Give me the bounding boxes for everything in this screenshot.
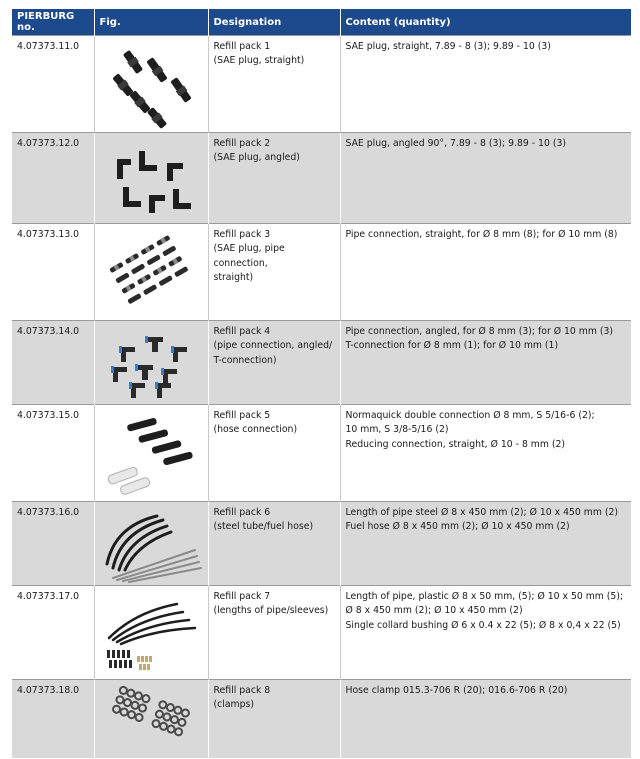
table-row xyxy=(12,133,631,224)
designation-line: (steel tube/fuel hose) xyxy=(213,521,314,533)
table-row xyxy=(12,36,631,133)
figure-cell xyxy=(94,405,208,502)
designation-line: (SAE plug, angled) xyxy=(213,152,300,164)
designation-line: Refill pack 1 xyxy=(213,41,271,52)
header-content: Content (quantity) xyxy=(340,9,631,36)
content-line: T-connection for Ø 8 mm (1); for Ø 10 mm (1) xyxy=(345,340,559,352)
part-no-cell: 4.07373.12.0 xyxy=(12,133,94,224)
designation-cell xyxy=(208,502,340,586)
figure-cell xyxy=(94,321,208,405)
designation-line: (lengths of pipe/sleeves) xyxy=(213,605,329,617)
designation-cell xyxy=(208,224,340,321)
designation-cell xyxy=(208,680,340,758)
table-row xyxy=(12,321,631,405)
content-cell xyxy=(340,321,631,405)
header-fig: Fig. xyxy=(94,9,208,36)
refill-pack-table xyxy=(12,9,631,758)
designation-line: (clamps) xyxy=(213,699,254,711)
straight-sae-plugs-image xyxy=(95,40,209,130)
part-no-cell: 4.07373.15.0 xyxy=(12,405,94,502)
content-line: Hose clamp 015.3-706 R (20); 016.6-706 R (20) xyxy=(345,685,568,696)
pipes-sleeves-image xyxy=(95,590,209,678)
table-header-row xyxy=(12,9,631,36)
designation-line: (SAE plug, straight) xyxy=(213,55,305,67)
designation-cell xyxy=(208,321,340,405)
straight-pipe-connectors-image xyxy=(95,228,209,318)
header-part-no: PIERBURG no. xyxy=(12,9,94,36)
part-no-cell: 4.07373.18.0 xyxy=(12,680,94,758)
designation-line: Refill pack 3 xyxy=(213,229,271,240)
figure-cell xyxy=(94,133,208,224)
content-cell xyxy=(340,224,631,321)
angled-t-connectors-image xyxy=(95,325,209,403)
figure-cell xyxy=(94,502,208,586)
table-row xyxy=(12,224,631,321)
designation-cell xyxy=(208,586,340,680)
designation-line: straight) xyxy=(213,272,254,284)
designation-cell xyxy=(208,133,340,224)
content-line: Length of pipe steel Ø 8 x 450 mm (2); Ø 10 x 450 mm (2) xyxy=(345,507,619,518)
table-row xyxy=(12,405,631,502)
designation-line: (hose connection) xyxy=(213,424,298,436)
figure-cell xyxy=(94,586,208,680)
designation-line: (SAE plug, pipe connection, xyxy=(213,243,285,269)
designation-line: Refill pack 7 xyxy=(213,591,271,602)
content-line: Normaquick double connection Ø 8 mm, S 5/16-6 (2); xyxy=(345,410,595,421)
designation-cell xyxy=(208,405,340,502)
content-line: Length of pipe, plastic Ø 8 x 50 mm, (5); Ø 10 x 50 mm (5); xyxy=(345,591,624,602)
content-cell xyxy=(340,586,631,680)
designation-cell xyxy=(208,36,340,133)
content-cell xyxy=(340,680,631,758)
content-line: Fuel hose Ø 8 x 450 mm (2); Ø 10 x 450 mm (2) xyxy=(345,521,570,533)
content-line: Single collard bushing Ø 6 x 0.4 x 22 (5); Ø 8 x 0,4 x 22 (5) xyxy=(345,619,621,631)
part-no-cell: 4.07373.17.0 xyxy=(12,586,94,680)
hose-connectors-image xyxy=(95,409,209,499)
content-line: Reducing connection, straight, Ø 10 - 8 mm (2) xyxy=(345,438,566,450)
content-cell xyxy=(340,405,631,502)
table-row xyxy=(12,502,631,586)
content-line: Pipe connection, angled, for Ø 8 mm (3); for Ø 10 mm (3) xyxy=(345,326,614,337)
figure-cell xyxy=(94,680,208,758)
designation-line: Refill pack 6 xyxy=(213,507,271,518)
content-line: Pipe connection, straight, for Ø 8 mm (8); for Ø 10 mm (8) xyxy=(345,229,618,240)
content-line: 10 mm, S 3/8-5/16 (2) xyxy=(345,424,449,436)
content-line: SAE plug, straight, 7.89 - 8 (3); 9.89 - 10 (3) xyxy=(345,41,551,52)
part-no-cell: 4.07373.13.0 xyxy=(12,224,94,321)
header-designation: Designation xyxy=(208,9,340,36)
part-no-cell: 4.07373.11.0 xyxy=(12,36,94,133)
content-line: SAE plug, angled 90°, 7.89 - 8 (3); 9.89 - 10 (3) xyxy=(345,138,567,149)
designation-line: Refill pack 8 xyxy=(213,685,271,696)
content-cell xyxy=(340,502,631,586)
steel-tube-fuel-hose-image xyxy=(95,506,209,584)
part-no-cell: 4.07373.14.0 xyxy=(12,321,94,405)
hose-clamps-image xyxy=(95,684,209,756)
content-line: Ø 8 x 450 mm (2); Ø 10 x 450 mm (2) xyxy=(345,605,523,617)
table-row xyxy=(12,680,631,758)
content-cell xyxy=(340,36,631,133)
designation-line: Refill pack 4 xyxy=(213,326,271,337)
designation-line: Refill pack 2 xyxy=(213,138,271,149)
designation-line: T-connection) xyxy=(213,354,277,366)
content-cell xyxy=(340,133,631,224)
figure-cell xyxy=(94,36,208,133)
table-row xyxy=(12,586,631,680)
part-no-cell: 4.07373.16.0 xyxy=(12,502,94,586)
figure-cell xyxy=(94,224,208,321)
designation-line: Refill pack 5 xyxy=(213,410,271,421)
angled-sae-plugs-image xyxy=(95,137,209,221)
designation-line: (pipe connection, angled/ xyxy=(213,340,333,352)
